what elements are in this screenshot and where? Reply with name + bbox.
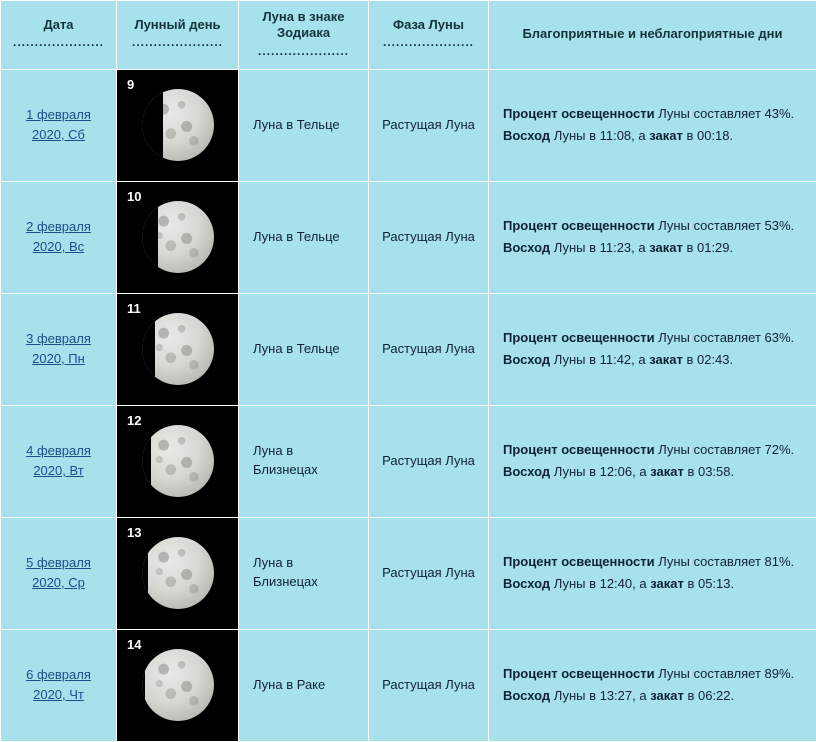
moonrise-text: Луны в 12:06, а [550, 464, 650, 479]
table-row [1, 405, 816, 517]
illumination-text: Луны составляет 53%. [655, 218, 795, 233]
date-cell [1, 629, 117, 741]
date-link[interactable] [26, 105, 91, 144]
zodiac-cell: Луна в Тельце [239, 293, 369, 405]
header-zodiac-dots: ..................... [245, 44, 362, 59]
moonrise-text: Луны в 11:23, а [550, 240, 649, 255]
zodiac-cell: Луна в Близнецах [239, 517, 369, 629]
table-body [1, 69, 816, 741]
header-description-label: Благоприятные и неблагоприятные дни [522, 26, 782, 41]
date-line-2: 2020, Вс [33, 239, 84, 254]
moonset-text: в 02:43. [683, 352, 733, 367]
moon-image-cell [117, 517, 239, 629]
moonset-label: закат [650, 576, 684, 591]
moon-image-cell [117, 69, 239, 181]
illumination-label: Процент освещенности [503, 442, 655, 457]
moonrise-label: Восход [503, 240, 550, 255]
illumination-text: Луны составляет 43%. [655, 106, 795, 121]
moonset-label: закат [650, 688, 684, 703]
moonset-text: в 06:22. [684, 688, 734, 703]
illumination-text: Луны составляет 72%. [655, 442, 795, 457]
description-cell [489, 629, 816, 741]
moonset-label: закат [650, 464, 684, 479]
phase-cell: Растущая Луна [369, 181, 489, 293]
date-link[interactable] [26, 553, 91, 592]
moonrise-text: Луны в 11:08, а [550, 128, 649, 143]
phase-cell: Растущая Луна [369, 69, 489, 181]
moonset-text: в 03:58. [684, 464, 734, 479]
header-description [489, 1, 816, 70]
table-row [1, 293, 816, 405]
zodiac-cell: Луна в Близнецах [239, 405, 369, 517]
table-row [1, 181, 816, 293]
date-line-2: 2020, Сб [32, 127, 85, 142]
date-line-2: 2020, Пн [32, 351, 85, 366]
description-cell [489, 405, 816, 517]
date-link[interactable] [26, 441, 91, 480]
lunar-day-number: 13 [127, 524, 141, 543]
header-phase [369, 1, 489, 70]
date-cell [1, 293, 117, 405]
phase-cell: Растущая Луна [369, 517, 489, 629]
date-line-2: 2020, Ср [32, 575, 85, 590]
illumination-text: Луны составляет 89%. [655, 666, 795, 681]
header-zodiac [239, 1, 369, 70]
phase-cell: Растущая Луна [369, 405, 489, 517]
date-line-1: 1 февраля [26, 107, 91, 122]
header-date-dots: ..................... [7, 35, 110, 50]
moonset-label: закат [649, 128, 683, 143]
date-cell [1, 405, 117, 517]
moonset-label: закат [649, 352, 683, 367]
illumination-label: Процент освещенности [503, 106, 655, 121]
moonrise-label: Восход [503, 576, 550, 591]
illumination-label: Процент освещенности [503, 666, 655, 681]
moonrise-text: Луны в 11:42, а [550, 352, 649, 367]
illumination-label: Процент освещенности [503, 330, 655, 345]
moonset-text: в 05:13. [684, 576, 734, 591]
header-lunar-day [117, 1, 239, 70]
date-cell [1, 517, 117, 629]
moonrise-label: Восход [503, 128, 550, 143]
description-cell [489, 69, 816, 181]
date-line-2: 2020, Вт [33, 463, 83, 478]
header-lunar-day-dots: ..................... [123, 35, 232, 50]
description-cell [489, 517, 816, 629]
date-line-1: 3 февраля [26, 331, 91, 346]
moon-phase-icon [117, 70, 238, 181]
lunar-day-number: 12 [127, 412, 141, 431]
header-lunar-day-label: Лунный день [134, 17, 220, 32]
illumination-text: Луны составляет 63%. [655, 330, 795, 345]
moonrise-text: Луны в 13:27, а [550, 688, 650, 703]
zodiac-cell: Луна в Раке [239, 629, 369, 741]
date-cell [1, 69, 117, 181]
header-date-label: Дата [43, 17, 73, 32]
moonrise-text: Луны в 12:40, а [550, 576, 650, 591]
moon-image-cell [117, 629, 239, 741]
moon-image-cell [117, 181, 239, 293]
lunar-day-number: 11 [127, 300, 141, 319]
lunar-day-number: 9 [127, 76, 134, 95]
illumination-label: Процент освещенности [503, 218, 655, 233]
lunar-day-number: 10 [127, 188, 141, 207]
date-line-1: 4 февраля [26, 443, 91, 458]
zodiac-cell: Луна в Тельце [239, 181, 369, 293]
header-zodiac-label: Луна в знаке Зодиака [263, 9, 345, 40]
header-phase-dots: ..................... [375, 35, 482, 50]
date-line-1: 5 февраля [26, 555, 91, 570]
table-row [1, 629, 816, 741]
lunar-day-number: 14 [127, 636, 141, 655]
description-cell [489, 181, 816, 293]
description-cell [489, 293, 816, 405]
illumination-label: Процент освещенности [503, 554, 655, 569]
moonrise-label: Восход [503, 688, 550, 703]
table-row [1, 69, 816, 181]
date-link[interactable] [26, 329, 91, 368]
date-link[interactable] [26, 217, 91, 256]
moon-image-cell [117, 405, 239, 517]
date-line-1: 6 февраля [26, 667, 91, 682]
date-line-2: 2020, Чт [33, 687, 84, 702]
illumination-text: Луны составляет 81%. [655, 554, 795, 569]
moonset-text: в 01:29. [683, 240, 733, 255]
moon-image-cell [117, 293, 239, 405]
table-header [1, 1, 816, 70]
header-phase-label: Фаза Луны [393, 17, 464, 32]
table-row [1, 517, 816, 629]
phase-cell: Растущая Луна [369, 629, 489, 741]
header-date [1, 1, 117, 70]
date-line-1: 2 февраля [26, 219, 91, 234]
moonrise-label: Восход [503, 464, 550, 479]
phase-cell: Растущая Луна [369, 293, 489, 405]
moonset-text: в 00:18. [683, 128, 733, 143]
moonrise-label: Восход [503, 352, 550, 367]
moonset-label: закат [649, 240, 683, 255]
date-cell [1, 181, 117, 293]
date-link[interactable] [26, 665, 91, 704]
zodiac-cell: Луна в Тельце [239, 69, 369, 181]
header-row [1, 1, 816, 70]
